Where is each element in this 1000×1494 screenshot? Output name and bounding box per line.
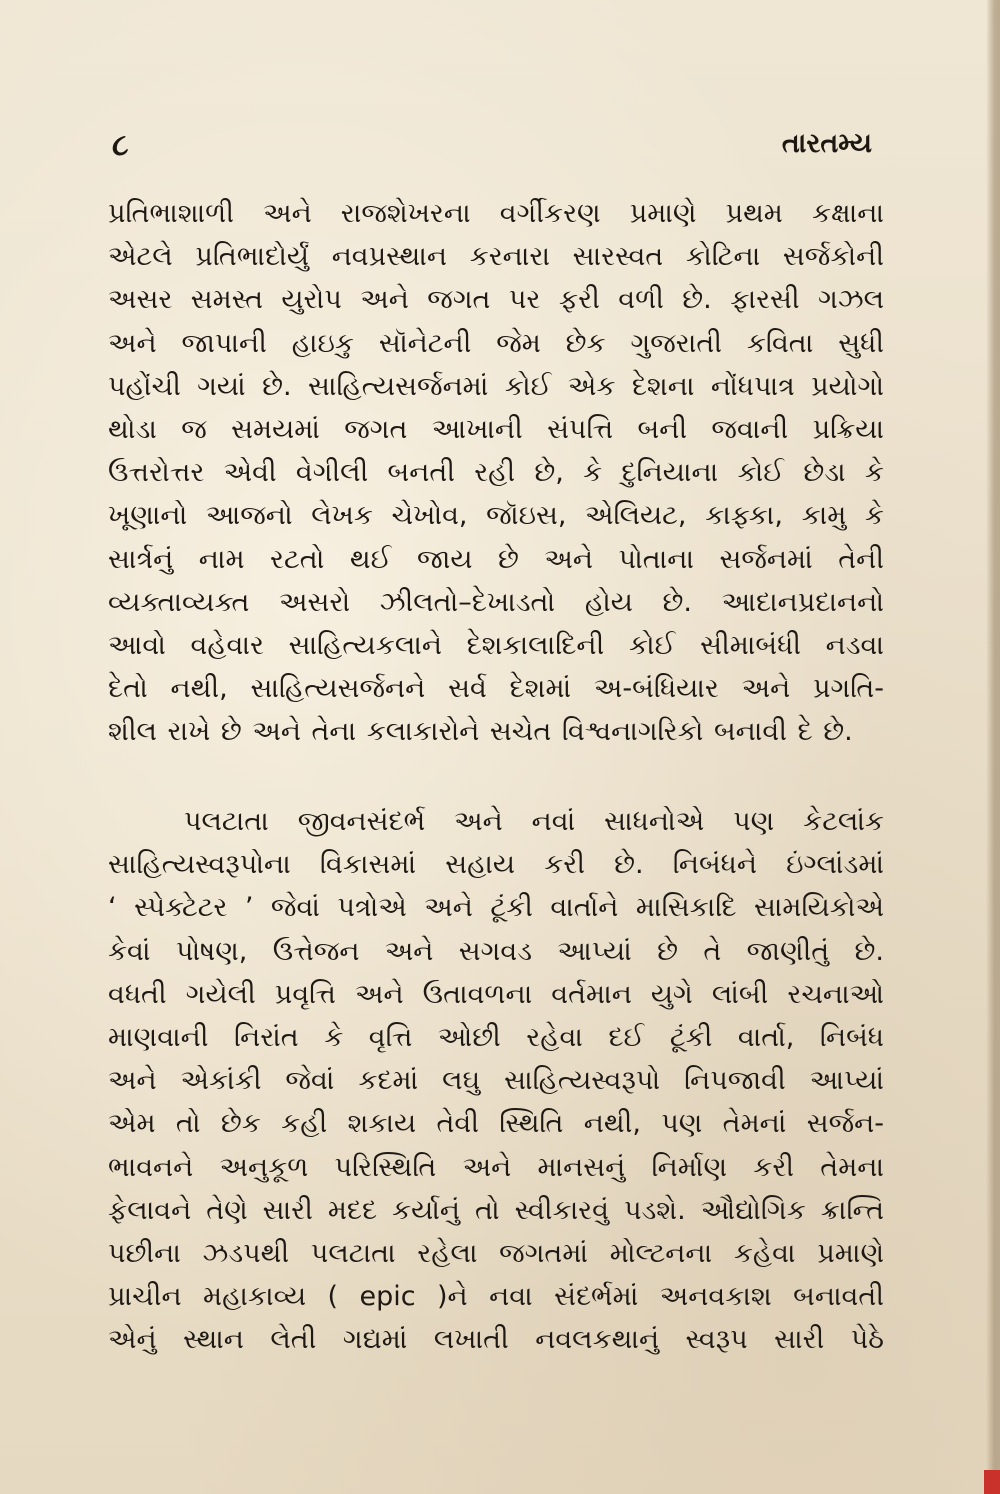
red-page-edge	[984, 1470, 1000, 1494]
text-line: કેવાં પોષણ, ઉત્તેજન અને સગવડ આપ્યાં છે તે જાણીતું છે.	[108, 935, 884, 967]
text-line: ભાવનને અનુકૂળ પરિસ્થિતિ અને માનસનું નિર્માણ કરી તેમના	[108, 1151, 884, 1183]
text-line: પછીના ઝડપથી પલટાતા રહેલા જગતમાં મોલ્ટનના કહેવા પ્રમાણે	[108, 1237, 884, 1269]
page-edge-shadow	[986, 0, 1000, 1494]
text-line: ફેલાવને તેણે સારી મદદ કર્યાનું તો સ્વીકારવું પડશે. ઔદ્યોગિક ક્રાન્તિ	[108, 1194, 884, 1226]
text-line: આવો વહેવાર સાહિત્યકલાને દેશકાલાદિની કોઈ સીમાબંધી નડવા	[108, 629, 884, 661]
text-line: અસર સમસ્ત યુરોપ અને જગત પર ફરી વળી છે. ફારસી ગઝલ	[108, 284, 884, 316]
text-line: પહોંચી ગયાં છે. સાહિત્યસર્જનમાં કોઈ એક દેશના નોંધપાત્ર પ્રયોગો	[108, 370, 884, 402]
text-line: શીલ રાખે છે અને તેના કલાકારોને સચેત વિશ્વનાગરિકો બનાવી દે છે.	[108, 716, 853, 748]
running-title: તારતમ્ય	[781, 128, 872, 159]
page-number: ૮	[112, 128, 129, 163]
paragraph-1	[108, 192, 884, 753]
text-line: ખૂણાનો આજનો લેખક ચેખોવ, જૉઇસ, એલિયટ, કાફ્કા, કામુ કે	[108, 500, 884, 532]
paragraph-2	[108, 800, 884, 1361]
text-line: વ્યક્તાવ્યક્ત અસરો ઝીલતો–દેખાડતો હોય છે. આદાનપ્રદાનનો	[108, 586, 884, 618]
text-line: વધતી ગયેલી પ્રવૃત્તિ અને ઉતાવળના વર્તમાન યુગે લાંબી રચનાઓ	[108, 978, 884, 1010]
text-line: સાર્ત્રનું નામ રટતો થઈ જાય છે અને પોતાના સર્જનમાં તેની	[108, 543, 884, 575]
text-line: ઉત્તરોત્તર એવી વેગીલી બનતી રહી છે, કે દુનિયાના કોઈ છેડા કે	[108, 457, 884, 489]
text-line: ‘ સ્પેક્ટેટર ’ જેવાં પત્રોએ અને ટૂંકી વાર્તાને માસિકાદિ સામયિકોએ	[108, 892, 884, 924]
text-line: સાહિત્યસ્વરૂપોના વિકાસમાં સહાય કરી છે. નિબંધને ઇંગ્લાંડમાં	[108, 849, 884, 881]
text-line: અને એકાંકી જેવાં કદમાં લઘુ સાહિત્યસ્વરૂપો નિપજાવી આપ્યાં	[108, 1065, 884, 1097]
text-line: થોડા જ સમયમાં જગત આખાની સંપત્તિ બની જવાની પ્રક્રિયા	[108, 413, 884, 445]
text-line: અને જાપાની હાઇકુ સૉનેટની જેમ છેક ગુજરાતી કવિતા સુધી	[108, 327, 884, 359]
text-line: પ્રતિભાશાળી અને રાજશેખરના વર્ગીકરણ પ્રમાણે પ્રથમ કક્ષાના	[108, 198, 884, 229]
text-line: એમ તો છેક કહી શકાય તેવી સ્થિતિ નથી, પણ તેમનાં સર્જન-	[108, 1108, 884, 1140]
text-line: દેતો નથી, સાહિત્યસર્જનને સર્વ દેશમાં અ-બંધિયાર અને પ્રગતિ-	[108, 673, 884, 705]
text-line: એટલે પ્રતિભાદોર્યું નવપ્રસ્થાન કરનારા સારસ્વત કોટિના સર્જકોની	[108, 241, 884, 273]
text-line: માણવાની નિરાંત કે વૃત્તિ ઓછી રહેવા દઈ ટૂંકી વાર્તા, નિબંધ	[108, 1021, 884, 1053]
text-line: પ્રાચીન મહાકાવ્ય ( epic )ને નવા સંદર્ભમાં અનવકાશ બનાવતી	[108, 1281, 884, 1313]
text-line: એનું સ્થાન લેતી ગદ્યમાં લખાતી નવલકથાનું સ્વરૂપ સારી પેઠે	[108, 1324, 884, 1356]
text-line: પલટાતા જીવનસંદર્ભ અને નવાં સાધનોએ પણ કેટલાંક	[184, 806, 884, 837]
